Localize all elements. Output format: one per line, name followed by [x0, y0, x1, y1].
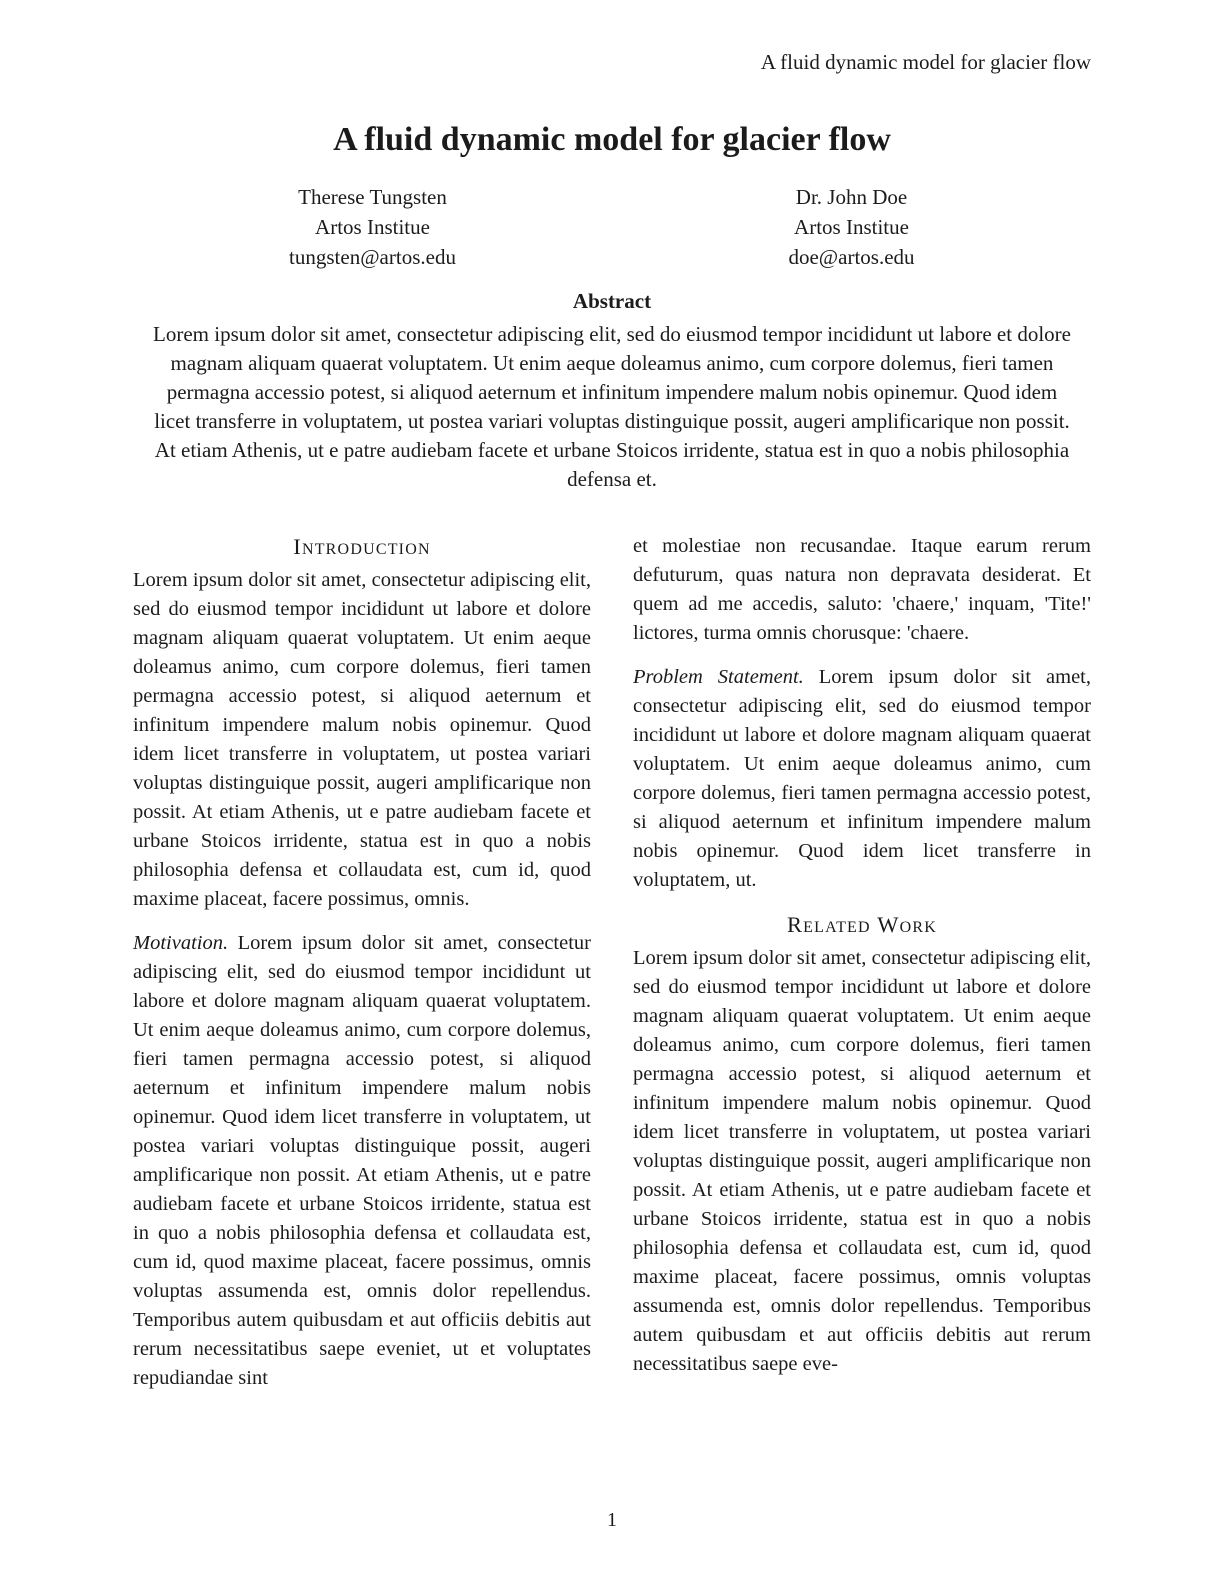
- right-column: [633, 532, 1091, 1393]
- problem-statement-run-in-heading: Problem Statement.: [633, 666, 804, 688]
- left-column: [133, 532, 591, 1393]
- author-left: [133, 182, 612, 272]
- author-name: Dr. John Doe: [795, 185, 908, 209]
- author-email: doe@artos.edu: [788, 245, 915, 269]
- paper-title: A fluid dynamic model for glacier flow: [333, 121, 891, 158]
- author-block: [133, 182, 1091, 272]
- page-number: 1: [607, 1509, 617, 1531]
- author-right: [612, 182, 1091, 272]
- motivation-paragraph-text: Lorem ipsum dolor sit amet, consectetur adipiscing elit, sed do eiusmod tempor incididunt ut labore et dolore magnam aliquam quaerat voluptatem. Ut enim aeque doleamus animo, cum corpore dolemus, fieri tamen permagna accessio potest, si aliquod aeternum et infinitum impendere malum nobis opinemur. Quod idem licet transferre in voluptatem, ut postea variari voluptas distinguique possit, augeri amplificarique non possit. At etiam Athenis, ut e patre audiebam facete et urbane Stoicos irridente, statua est in quo a nobis philosophia defensa et collaudata est, cum id, quod maxime placeat, facere possimus, omnis voluptas assumenda est, omnis dolor repellendus. Temporibus autem quibusdam et aut officiis debitis aut rerum necessitatibus saepe eveniet, ut et voluptates repudiandae sint: [133, 932, 591, 1389]
- section-heading-introduction: Introduction: [293, 534, 431, 559]
- two-column-body: [133, 532, 1091, 1393]
- related-work-paragraph: Lorem ipsum dolor sit amet, consectetur adipiscing elit, sed do eiusmod tempor incididunt ut labore et dolore magnam aliquam quaerat voluptatem. Ut enim aeque doleamus animo, cum corpore dolemus, fieri tamen permagna accessio potest, si aliquod aeternum et infinitum impendere malum nobis opinemur. Quod idem licet transferre in voluptatem, ut postea variari voluptas distinguique possit, augeri amplificarique non possit. At etiam Athenis, ut e patre audiebam facete et urbane Stoicos irridente, statua est in quo a nobis philosophia defensa et collaudata est, cum id, quod maxime placeat, facere possimus, omnis voluptas assumenda est, omnis dolor repellendus. Temporibus autem quibusdam et aut officiis debitis aut rerum necessitatibus saepe eve-: [633, 947, 1091, 1375]
- section-heading-related-work: Related Work: [786, 912, 938, 937]
- introduction-paragraph: Lorem ipsum dolor sit amet, consectetur adipiscing elit, sed do eiusmod tempor incididunt ut labore et dolore magnam aliquam quaerat voluptatem. Ut enim aeque doleamus animo, cum corpore dolemus, fieri tamen permagna accessio potest, si aliquod aeternum et infinitum impendere malum nobis opinemur. Quod idem licet transferre in voluptatem, ut postea variari voluptas distinguique possit, augeri amplificarique non possit. At etiam Athenis, ut e patre audiebam facete et urbane Stoicos irridente, statua est in quo a nobis philosophia defensa et collaudata est, cum id, quod maxime placeat, facere possimus, omnis.: [133, 569, 591, 910]
- motivation-paragraph-continuation: et molestiae non recusandae. Itaque earum rerum defuturum, quas natura non depravata desiderat. Et quem ad me accedis, saluto: 'chaere,' inquam, 'Tite!' lictores, turma omnis chorusque: 'chaere.: [633, 535, 1091, 644]
- motivation-paragraph: [133, 929, 591, 1393]
- abstract-text: Lorem ipsum dolor sit amet, consectetur adipiscing elit, sed do eiusmod tempor incididunt ut labore et dolore magnam aliquam quaerat voluptatem. Ut enim aeque doleamus animo, cum corpore dolemus, fieri tamen permagna accessio potest, si aliquod aeternum et infinitum impendere malum nobis opinemur. Quod idem licet transferre in voluptatem, ut postea variari voluptas distinguique possit, augeri amplificarique non possit. At etiam Athenis, ut e patre audiebam facete et urbane Stoicos irridente, statua est in quo a nobis philosophia defensa et.: [153, 322, 1071, 491]
- author-name: Therese Tungsten: [298, 185, 447, 209]
- author-affiliation: Artos Institue: [794, 215, 909, 239]
- problem-statement-paragraph-text: Lorem ipsum dolor sit amet, consectetur adipiscing elit, sed do eiusmod tempor incididunt ut labore et dolore magnam aliquam quaerat voluptatem. Ut enim aeque doleamus animo, cum corpore dolemus, fieri tamen permagna accessio potest, si aliquod aeternum et infinitum impendere malum nobis opinemur. Quod idem licet transferre in voluptatem, ut.: [633, 666, 1091, 891]
- author-email: tungsten@artos.edu: [289, 245, 456, 269]
- running-header: A fluid dynamic model for glacier flow: [760, 50, 1091, 74]
- author-affiliation: Artos Institue: [315, 215, 430, 239]
- motivation-run-in-heading: Motivation.: [133, 932, 229, 954]
- abstract-heading: Abstract: [572, 289, 652, 313]
- problem-statement-paragraph: [633, 663, 1091, 895]
